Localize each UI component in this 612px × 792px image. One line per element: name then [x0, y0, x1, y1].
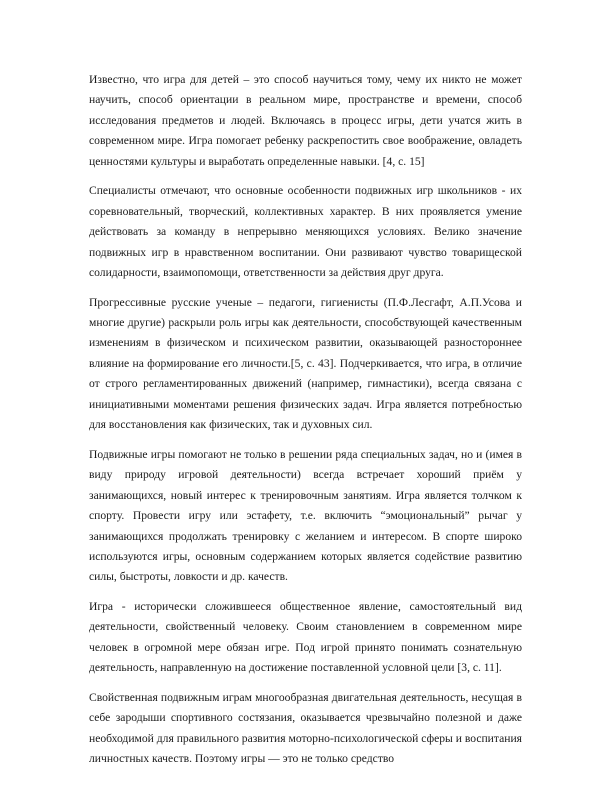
- paragraph-3: Прогрессивные русские ученые – педагоги, гигиенисты (П.Ф.Лесгафт, А.П.Усова и многие другие) раскрыли роль игры как деятельности, способствующей качественным изменениям в физическом и психическом развитии, оказывающей разностороннее влияние на формирование его личности.[5, с. 43]. Подчеркивается, что игра, в отличие от строго регламентированных движений (например, гимнастики), всегда связана с инициативными моментами решения физических задач. Игра является потребностью для восстановления как физических, так и духовных сил.: [89, 295, 522, 432]
- paragraph-4: Подвижные игры помогают не только в решении ряда специальных задач, но и (имея в виду природу игровой деятельности) всегда встречает хороший приём у занимающихся, новый интерес к тренировочным занятиям. Игра является толчком к спорту. Провести игру или эстафету, т.е. включить “эмоциональный” рычаг у занимающихся продолжать тренировку с желанием и интересом. В спорте широко используются игры, основным содержанием которых является содействие развитию силы, быстроты, ловкости и др. качеств.: [89, 447, 522, 584]
- paragraph-1: Известно, что игра для детей – это способ научиться тому, чему их никто не может научить, способ ориентации в реальном мире, пространстве и времени, способ исследования предметов и людей. Включаясь в процесс игры, дети учатся жить в современном мире. Игра помогает ребенку раскрепостить свое воображение, овладеть ценностями культуры и выработать определенные навыки. [4, с. 15]: [89, 73, 522, 168]
- body-text: [89, 70, 522, 779]
- paragraph-2: Специалисты отмечают, что основные особенности подвижных игр школьников - их соревновательный, творческий, коллективных характер. В них проявляется умение действовать за команду в непрерывно меняющихся условиях. Велико значение подвижных игр в нравственном воспитании. Они развивают чувство товарищеской солидарности, взаимопомощи, ответственности за действия друг друга.: [89, 184, 522, 280]
- paragraph-6: Свойственная подвижным играм многообразная двигательная деятельность, несущая в себе зародыши спортивного состязания, оказывается чрезвычайно полезной и даже необходимой для правильного развития моторно-психологической сферы и воспитания личностных качеств. Поэтому игры — это не только средство: [89, 690, 522, 766]
- paragraph-5: Игра - исторически сложившееся общественное явление, самостоятельный вид деятельности, свойственный человеку. Своим становлением в современном мире человек в огромной мере обязан игре. Под игрой принято понимать сознательную деятельность, направленную на достижение поставленной условной цели [3, с. 11].: [89, 599, 522, 675]
